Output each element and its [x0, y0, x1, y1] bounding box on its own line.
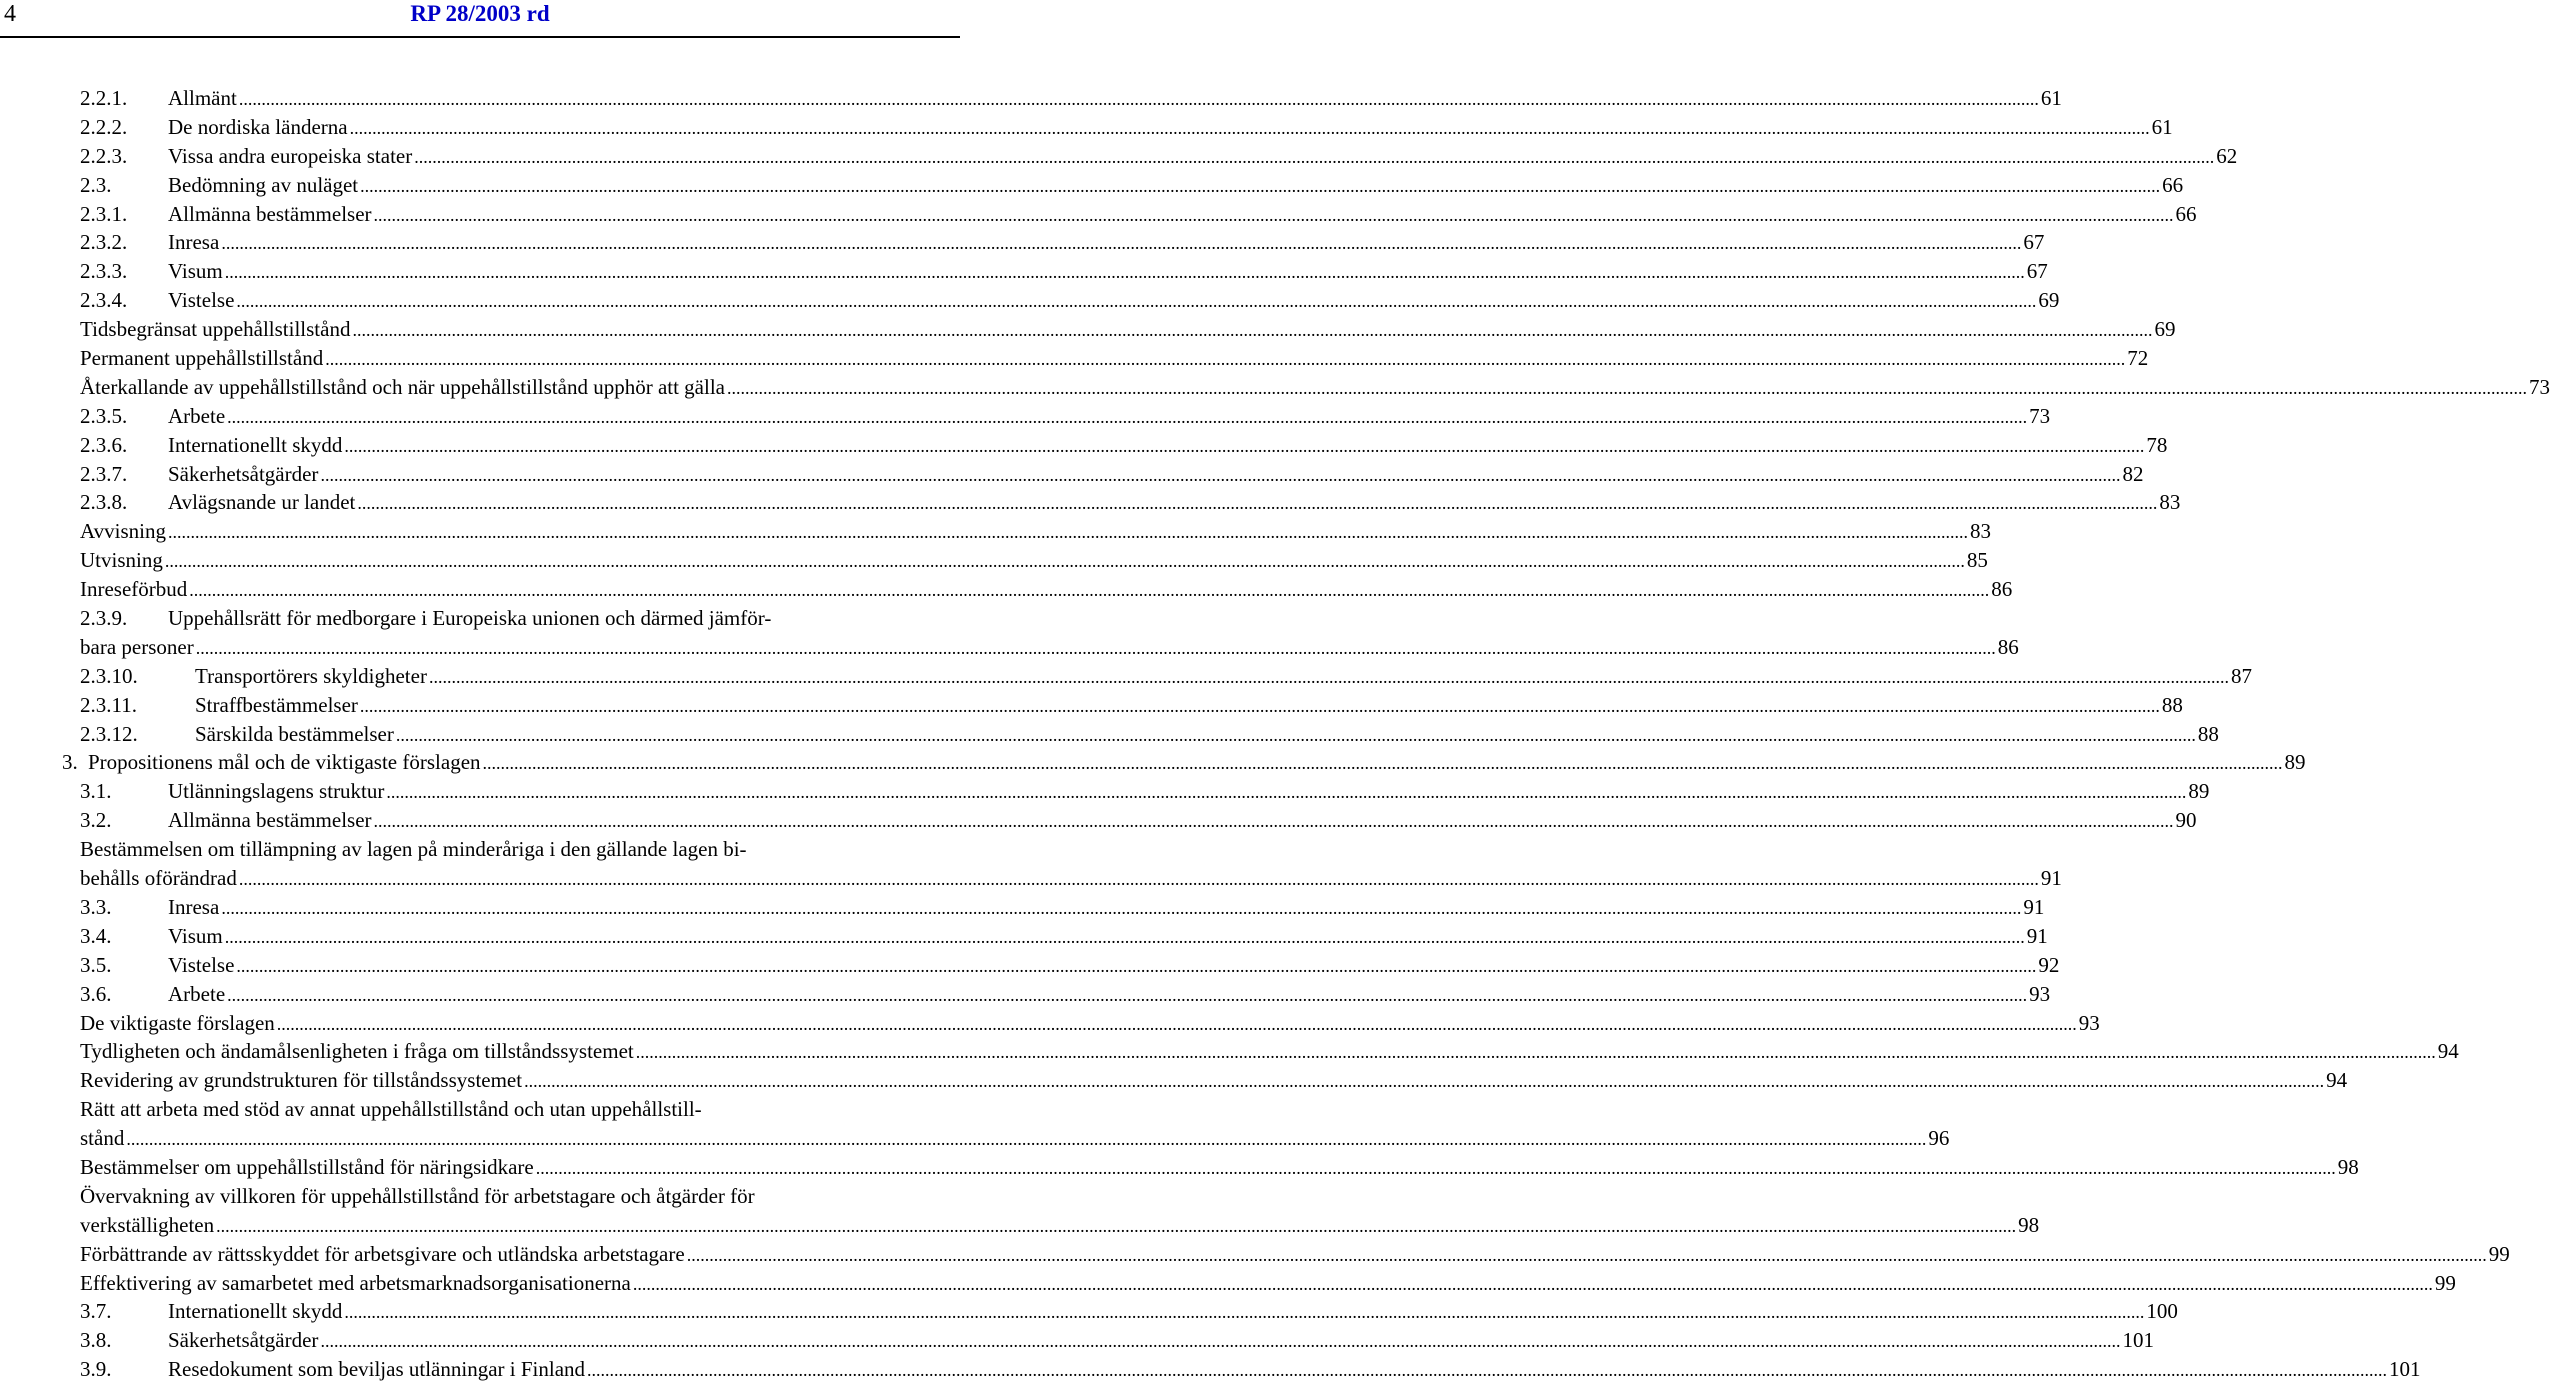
toc-entry-page: 86: [1997, 634, 2019, 659]
toc-entry-page: 86: [1991, 577, 2013, 602]
toc-entry-title: Propositionens mål och de viktigaste förslagen: [88, 750, 481, 775]
toc-entry-page: 93: [2029, 981, 2051, 1006]
toc-dot-leader: ................................................................................................................................................................................................................................................................................................................................................................................................................: [195, 637, 1996, 658]
toc-row: [0, 806, 2197, 835]
toc-entry-number: 2.3.1.: [80, 201, 128, 226]
toc-dot-leader: ................................................................................................................................................................................................................................................................................................................................................................................................................: [224, 926, 2025, 947]
toc-entry-number: 2.3.7.: [80, 461, 128, 486]
toc-entry: [168, 488, 2181, 518]
toc-entry-title: Vissa andra europeiska stater: [168, 143, 413, 168]
toc-row: [0, 691, 2183, 720]
toc-entry-page: 89: [2284, 750, 2306, 775]
toc-entry: [80, 373, 2550, 403]
toc-entry-number: 2.3.6.: [80, 432, 128, 457]
toc-dot-leader: ................................................................................................................................................................................................................................................................................................................................................................................................................: [349, 117, 2150, 138]
toc-entry-page: 62: [2216, 143, 2238, 168]
toc-row: [0, 315, 2176, 344]
toc-dot-leader: ................................................................................................................................................................................................................................................................................................................................................................................................................: [221, 897, 2022, 918]
toc-dot-leader: ................................................................................................................................................................................................................................................................................................................................................................................................................: [587, 1360, 2388, 1381]
toc-entry-page: 69: [2154, 317, 2176, 342]
toc-row: [0, 488, 2181, 517]
toc-entry-page: 90: [2175, 808, 2197, 833]
toc-entry-title: Permanent uppehållstillstånd: [80, 346, 324, 371]
toc-entry-title: verkställigheten: [80, 1212, 215, 1237]
toc-row: [0, 373, 2550, 402]
toc-entry: [195, 662, 2252, 692]
toc-entry-page: 82: [2122, 461, 2144, 486]
toc-entry-title: Förbättrande av rättsskyddet för arbetsgivare och utländska arbetstagare: [80, 1241, 685, 1266]
toc-entry-page: 83: [2159, 490, 2181, 515]
toc-entry-title: Säkerhetsåtgärder: [168, 461, 319, 486]
toc-row: [0, 662, 2252, 691]
toc-entry: [80, 1269, 2456, 1299]
toc-entry: [80, 1211, 2040, 1241]
toc-dot-leader: ................................................................................................................................................................................................................................................................................................................................................................................................................: [236, 291, 2037, 312]
header-divider: [0, 36, 960, 38]
toc-entry-title: Avvisning: [80, 519, 166, 544]
toc-entry-page: 66: [2162, 172, 2184, 197]
toc-entry-page: 98: [2018, 1212, 2040, 1237]
toc-entry-number: 2.2.2.: [80, 114, 128, 139]
toc-dot-leader: ................................................................................................................................................................................................................................................................................................................................................................................................................: [635, 1042, 2436, 1063]
toc-row: [0, 1240, 2510, 1269]
toc-entry-number: 2.3.10.: [80, 663, 138, 688]
toc-entry-page: 85: [1966, 548, 1988, 573]
toc-row: [0, 84, 2062, 113]
toc-entry-page: 99: [2488, 1241, 2510, 1266]
toc-entry-title: Utlänningslagens struktur: [168, 779, 385, 804]
toc-entry-title: Inresa: [168, 230, 220, 255]
toc-entry-title: behålls oförändrad: [80, 866, 237, 891]
toc-entry-title: Tidsbegränsat uppehållstillstånd: [80, 317, 351, 342]
toc-entry: [80, 1124, 1950, 1154]
toc-entry-page: 67: [2026, 259, 2048, 284]
toc-entry-title: Utvisning: [80, 548, 163, 573]
toc-entry: [168, 460, 2144, 490]
toc-dot-leader: ................................................................................................................................................................................................................................................................................................................................................................................................................: [224, 262, 2025, 283]
toc-entry-title: Återkallande av uppehållstillstånd och när uppehållstillstånd upphör att gälla: [80, 374, 725, 399]
toc-entry-page: 67: [2023, 230, 2045, 255]
toc-entry-title: Revidering av grundstrukturen för tillståndssystemet: [80, 1068, 523, 1093]
toc-entry-number: 3.3.: [80, 894, 112, 919]
toc-entry: [195, 720, 2219, 750]
toc-row: [0, 980, 2051, 1009]
toc-entry-title: Rätt att arbeta med stöd av annat uppehållstillstånd och utan uppehållstill-: [80, 1097, 702, 1122]
toc-entry-page: 72: [2127, 346, 2149, 371]
toc-entry: [168, 806, 2197, 836]
toc-row: [0, 893, 2045, 922]
toc-entry-number: 2.3.8.: [80, 490, 128, 515]
toc-entry-title: stånd: [80, 1126, 125, 1151]
toc-entry-number: 2.3.5.: [80, 403, 128, 428]
toc-dot-leader: ................................................................................................................................................................................................................................................................................................................................................................................................................: [395, 724, 2196, 745]
toc-dot-leader: ................................................................................................................................................................................................................................................................................................................................................................................................................: [686, 1244, 2487, 1265]
toc-dot-leader: ................................................................................................................................................................................................................................................................................................................................................................................................................: [727, 377, 2527, 398]
toc-dot-leader: ................................................................................................................................................................................................................................................................................................................................................................................................................: [414, 146, 2215, 167]
toc-entry: [168, 922, 2048, 952]
toc-entry-title: Uppehållsrätt för medborgare i Europeiska unionen och därmed jämför-: [168, 606, 772, 631]
toc-dot-leader: ................................................................................................................................................................................................................................................................................................................................................................................................................: [221, 233, 2022, 254]
toc-entry-title: Allmänt: [168, 86, 237, 110]
toc-dot-leader: ................................................................................................................................................................................................................................................................................................................................................................................................................: [344, 1302, 2145, 1323]
toc-row: [0, 864, 2062, 893]
toc-entry-title: De nordiska länderna: [168, 114, 348, 139]
toc-entry-title: Visum: [168, 923, 223, 948]
toc-entry-number: 3.9.: [80, 1357, 112, 1382]
toc-entry-page: 73: [2529, 374, 2550, 399]
toc-dot-leader: ................................................................................................................................................................................................................................................................................................................................................................................................................: [164, 551, 1965, 572]
toc-entry-page: 69: [2038, 288, 2060, 313]
toc-row: [0, 546, 1988, 575]
toc-row: [0, 1297, 2178, 1326]
toc-entry-title: Övervakning av villkoren för uppehållstillstånd för arbetstagare och åtgärder för: [80, 1183, 755, 1208]
toc-entry-title: Arbete: [168, 981, 226, 1006]
toc-entry: [168, 113, 2173, 143]
toc-entry-title: Internationellt skydd: [168, 1299, 343, 1324]
toc-row: [0, 1066, 2348, 1095]
toc-entry: [80, 546, 1988, 576]
toc-row: [0, 604, 960, 633]
toc-dot-leader: ................................................................................................................................................................................................................................................................................................................................................................................................................: [373, 204, 2174, 225]
toc-entry-page: 91: [2026, 923, 2048, 948]
toc-entry: [168, 893, 2045, 923]
toc-row: [0, 1124, 1950, 1153]
toc-entry-title: Bedömning av nuläget: [168, 172, 359, 197]
toc-entry-title: Vistelse: [168, 952, 235, 977]
toc-dot-leader: ................................................................................................................................................................................................................................................................................................................................................................................................................: [325, 349, 2126, 370]
toc-entry-number: 2.3.: [80, 172, 112, 197]
toc-dot-leader: ................................................................................................................................................................................................................................................................................................................................................................................................................: [344, 435, 2145, 456]
toc-entry-page: 91: [2040, 866, 2062, 891]
toc-row: [0, 228, 2045, 257]
toc-entry: [168, 200, 2197, 230]
toc-entry-title: Avlägsnande ur landet: [168, 490, 356, 515]
toc-entry: [168, 84, 2062, 114]
toc-entry: [168, 777, 2210, 807]
toc-row: [0, 1355, 2421, 1384]
toc-entry: [80, 864, 2062, 894]
toc-entry: [168, 286, 2060, 316]
toc-row: [0, 517, 1991, 546]
toc-dot-leader: ................................................................................................................................................................................................................................................................................................................................................................................................................: [238, 89, 2039, 109]
toc-entry: [80, 315, 2176, 345]
toc-entry: [168, 1297, 2178, 1327]
toc-entry-number: 2.3.4.: [80, 288, 128, 313]
toc-entry: [80, 633, 2019, 663]
toc-entry-page: 92: [2038, 952, 2060, 977]
toc-entry-page: 78: [2146, 432, 2168, 457]
toc-entry-title: Bestämmelser om uppehållstillstånd för näringsidkare: [80, 1154, 534, 1179]
toc-entry-number: 3.1.: [80, 779, 112, 804]
toc-row: [0, 1009, 2100, 1038]
toc-entry-number: 3.2.: [80, 808, 112, 833]
toc-dot-leader: ................................................................................................................................................................................................................................................................................................................................................................................................................: [227, 406, 2028, 427]
toc-entry: [168, 980, 2051, 1010]
toc-entry-title: Allmänna bestämmelser: [168, 808, 372, 833]
toc-entry-title: Inresa: [168, 894, 220, 919]
toc-entry-title: Säkerhetsåtgärder: [168, 1328, 319, 1353]
toc-entry-number: 2.3.3.: [80, 259, 128, 284]
toc-dot-leader: ................................................................................................................................................................................................................................................................................................................................................................................................................: [357, 493, 2158, 514]
toc-entry-title: Internationellt skydd: [168, 432, 343, 457]
toc-entry-number: 3.4.: [80, 923, 112, 948]
toc-row: [0, 344, 2149, 373]
toc-entry-number: 2.2.3.: [80, 143, 128, 168]
toc-row: [0, 1182, 960, 1211]
toc-dot-leader: ................................................................................................................................................................................................................................................................................................................................................................................................................: [227, 984, 2028, 1005]
toc-row: [0, 777, 2210, 806]
toc-row: [0, 113, 2173, 142]
toc-entry-page: 101: [2389, 1357, 2421, 1382]
toc-entry-number: 3.5.: [80, 952, 112, 977]
toc-entry: [88, 748, 2306, 778]
toc-entry-number: 2.3.12.: [80, 721, 138, 746]
toc-entry-page: 61: [2040, 86, 2062, 110]
toc-dot-leader: ................................................................................................................................................................................................................................................................................................................................................................................................................: [482, 753, 2283, 774]
toc-entry: [168, 1355, 2421, 1385]
toc-entry-title: Straffbestämmelser: [195, 692, 358, 717]
toc-row: [0, 720, 2219, 749]
toc-row: [0, 142, 2238, 171]
toc-entry-number: 3.7.: [80, 1299, 112, 1324]
toc-entry: [168, 431, 2168, 461]
toc-entry: [168, 142, 2238, 172]
toc-entry: [80, 1009, 2100, 1039]
toc-entry: [168, 951, 2060, 981]
toc-entry-number: 2.3.2.: [80, 230, 128, 255]
toc-entry-page: 83: [1969, 519, 1991, 544]
toc-entry-title: Bestämmelsen om tillämpning av lagen på minderåriga i den gällande lagen bi-: [80, 837, 747, 862]
toc-dot-leader: ................................................................................................................................................................................................................................................................................................................................................................................................................: [524, 1071, 2325, 1092]
toc-dot-leader: ................................................................................................................................................................................................................................................................................................................................................................................................................: [320, 464, 2121, 485]
toc-entry-page: 66: [2175, 201, 2197, 226]
toc-row: [0, 460, 2144, 489]
toc-entry-title: Inreseförbud: [80, 577, 188, 602]
toc-dot-leader: ................................................................................................................................................................................................................................................................................................................................................................................................................: [386, 782, 2187, 803]
toc-dot-leader: ................................................................................................................................................................................................................................................................................................................................................................................................................: [373, 811, 2174, 832]
toc-entry-number: 3.8.: [80, 1328, 112, 1353]
toc-entry-title: Vistelse: [168, 288, 235, 313]
toc-entry-page: 99: [2434, 1270, 2456, 1295]
toc-entry-page: 87: [2230, 663, 2252, 688]
toc-entry: [80, 1240, 2510, 1270]
toc-row: [0, 1326, 2154, 1355]
toc-entry: [80, 1037, 2459, 1067]
toc-dot-leader: ................................................................................................................................................................................................................................................................................................................................................................................................................: [352, 320, 2153, 341]
toc-dot-leader: ................................................................................................................................................................................................................................................................................................................................................................................................................: [189, 580, 1990, 601]
toc-row: [0, 1153, 2359, 1182]
toc-entry-page: 100: [2146, 1299, 2178, 1324]
toc-row: [0, 951, 2060, 980]
toc-entry-number: 3.6.: [80, 981, 112, 1006]
table-of-contents: [0, 84, 2550, 1384]
toc-entry-number: 2.2.1.: [80, 86, 128, 110]
toc-row: [0, 286, 2060, 315]
toc-dot-leader: ................................................................................................................................................................................................................................................................................................................................................................................................................: [216, 1215, 2017, 1236]
toc-entry-title: Särskilda bestämmelser: [195, 721, 394, 746]
toc-entry-title: Allmänna bestämmelser: [168, 201, 372, 226]
toc-row: [0, 835, 960, 864]
toc-entry-number: 3.: [62, 750, 78, 775]
toc-entry-page: 94: [2437, 1039, 2459, 1064]
toc-entry-title: Resedokument som beviljas utlänningar i Finland: [168, 1357, 586, 1382]
toc-row: [0, 575, 2013, 604]
toc-entry-page: 73: [2029, 403, 2051, 428]
toc-dot-leader: ................................................................................................................................................................................................................................................................................................................................................................................................................: [236, 955, 2037, 976]
toc-entry-page: 61: [2151, 114, 2173, 139]
toc-entry-page: 94: [2326, 1068, 2348, 1093]
toc-dot-leader: ................................................................................................................................................................................................................................................................................................................................................................................................................: [428, 666, 2229, 687]
toc-dot-leader: ................................................................................................................................................................................................................................................................................................................................................................................................................: [276, 1013, 2077, 1034]
toc-row: [0, 402, 2051, 431]
toc-entry-number: 2.3.9.: [80, 606, 128, 631]
toc-row: [0, 431, 2168, 460]
toc-entry: [168, 228, 2045, 258]
toc-dot-leader: ................................................................................................................................................................................................................................................................................................................................................................................................................: [359, 695, 2160, 716]
toc-dot-leader: ................................................................................................................................................................................................................................................................................................................................................................................................................: [126, 1129, 1927, 1150]
toc-entry: [168, 257, 2048, 287]
toc-row: [0, 1269, 2456, 1298]
toc-entry: [195, 691, 2183, 721]
document-title: RP 28/2003 rd: [410, 1, 550, 26]
toc-entry: [80, 517, 1991, 547]
toc-row: [0, 1211, 2040, 1240]
toc-entry-title: Visum: [168, 259, 223, 284]
toc-dot-leader: ................................................................................................................................................................................................................................................................................................................................................................................................................: [238, 869, 2039, 890]
toc-entry-title: bara personer: [80, 634, 194, 659]
toc-entry-page: 88: [2161, 692, 2183, 717]
toc-entry-page: 98: [2337, 1154, 2359, 1179]
toc-entry-page: 96: [1928, 1126, 1950, 1151]
toc-row: [0, 171, 2184, 200]
toc-row: [0, 748, 2306, 777]
page-number: 4: [4, 1, 16, 27]
toc-entry-title: Transportörers skyldigheter: [195, 663, 427, 688]
toc-entry-page: 93: [2078, 1010, 2100, 1035]
toc-dot-leader: ................................................................................................................................................................................................................................................................................................................................................................................................................: [320, 1331, 2121, 1352]
toc-dot-leader: ................................................................................................................................................................................................................................................................................................................................................................................................................: [632, 1273, 2433, 1294]
toc-entry-title: Effektivering av samarbetet med arbetsmarknadsorganisationerna: [80, 1270, 631, 1295]
toc-row: [0, 200, 2197, 229]
toc-entry-page: 101: [2122, 1328, 2154, 1353]
toc-row: [0, 1095, 960, 1124]
toc-entry: [80, 344, 2149, 374]
toc-entry-title: Tydligheten och ändamålsenligheten i fråga om tillståndssystemet: [80, 1039, 634, 1064]
toc-entry: [168, 1326, 2154, 1356]
toc-entry: [80, 575, 2013, 605]
toc-row: [0, 1037, 2459, 1066]
toc-row: [0, 633, 2019, 662]
toc-entry-page: 88: [2197, 721, 2219, 746]
toc-entry: [80, 1066, 2348, 1096]
toc-row: [0, 257, 2048, 286]
toc-entry-page: 89: [2188, 779, 2210, 804]
toc-entry-page: 91: [2023, 894, 2045, 919]
toc-entry: [168, 171, 2184, 201]
toc-entry: [168, 402, 2051, 432]
toc-dot-leader: ................................................................................................................................................................................................................................................................................................................................................................................................................: [360, 175, 2161, 196]
toc-entry-number: 2.3.11.: [80, 692, 137, 717]
toc-dot-leader: ................................................................................................................................................................................................................................................................................................................................................................................................................: [167, 522, 1968, 543]
toc-entry-title: Arbete: [168, 403, 226, 428]
toc-entry-title: De viktigaste förslagen: [80, 1010, 275, 1035]
toc-dot-leader: ................................................................................................................................................................................................................................................................................................................................................................................................................: [535, 1157, 2336, 1178]
toc-row: [0, 922, 2048, 951]
toc-entry: [80, 1153, 2359, 1183]
